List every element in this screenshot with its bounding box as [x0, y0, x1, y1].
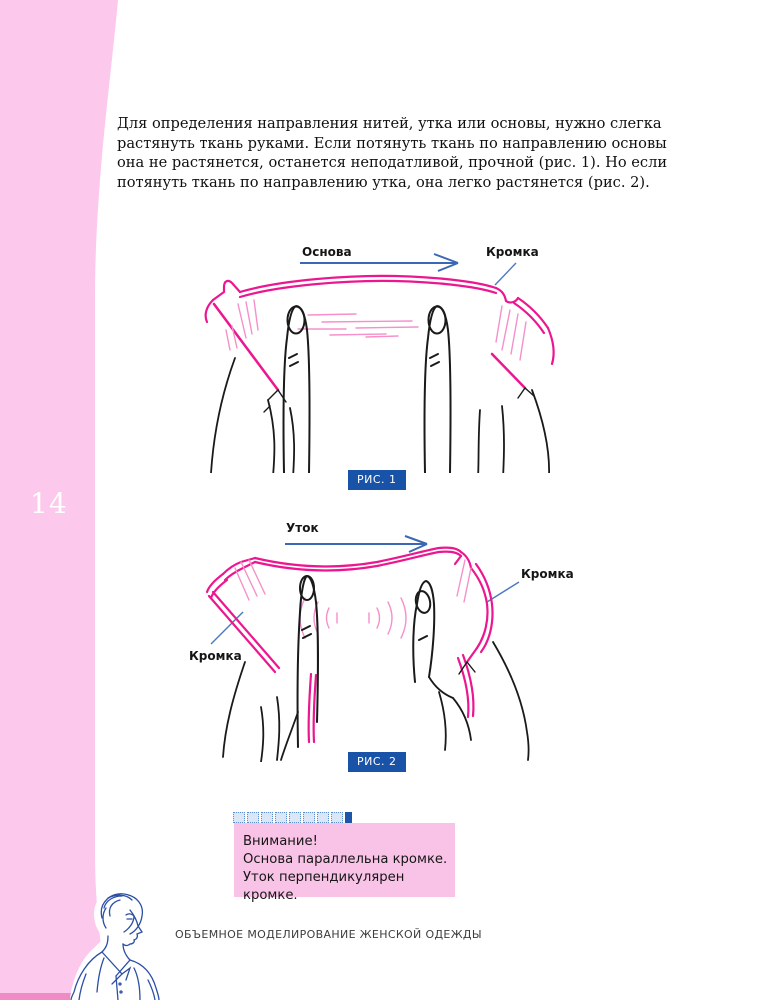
weft-label: Уток [286, 521, 319, 535]
woman-sketch [64, 888, 176, 1000]
intro-line: растянуть ткань руками. Если потянуть ткань по направлению основы [117, 134, 667, 152]
figure-1-caption: РИС. 1 [348, 470, 406, 490]
ribbon-cell [303, 812, 315, 823]
ribbon-cell [261, 812, 273, 823]
figure-1-illustration [180, 238, 580, 473]
figure-2-illustration [177, 512, 589, 762]
fabric-stretch-lines [226, 300, 526, 360]
weft-direction-arrow-icon [285, 536, 427, 552]
intro-line: Для определения направления нитей, утка или основы, нужно слегка [117, 115, 662, 132]
ribbon-cell [331, 812, 343, 823]
ribbon-cell [289, 812, 301, 823]
decorative-ribbon [233, 812, 352, 823]
selvage-callout-line [495, 263, 516, 285]
ribbon-cell [317, 812, 329, 823]
footer-running-title: ОБЪЕМНОЕ МОДЕЛИРОВАНИЕ ЖЕНСКОЙ ОДЕЖДЫ [175, 928, 482, 941]
fabric-outline [206, 276, 554, 390]
intro-line: потянуть ткань по направлению утка, она легко растянется (рис. 2). [117, 173, 650, 191]
figure-2-caption: РИС. 2 [348, 752, 406, 772]
selvage-left-label: Кромка [189, 649, 242, 663]
selvage-label: Кромка [486, 245, 539, 259]
hands-sketch [223, 576, 529, 762]
fabric-outline [207, 548, 493, 742]
ribbon-cell [247, 812, 259, 823]
attention-line: Уток перпендикулярен кромке. [243, 870, 405, 903]
attention-title: Внимание! [243, 834, 318, 849]
intro-line: она не растянется, останется неподатливой, прочной (рис. 1). Но если [117, 154, 668, 172]
attention-box [234, 823, 455, 903]
ribbon-end-cap [345, 812, 352, 823]
fabric-stretch-lines [235, 560, 471, 638]
page-number: 14 [30, 487, 68, 520]
ribbon-cell [275, 812, 287, 823]
attention-line: Основа параллельна кромке. [243, 852, 448, 867]
intro-paragraph [117, 114, 668, 192]
ribbon-cell [233, 812, 245, 823]
warp-label: Основа [302, 245, 352, 259]
selvage-right-label: Кромка [521, 567, 574, 581]
